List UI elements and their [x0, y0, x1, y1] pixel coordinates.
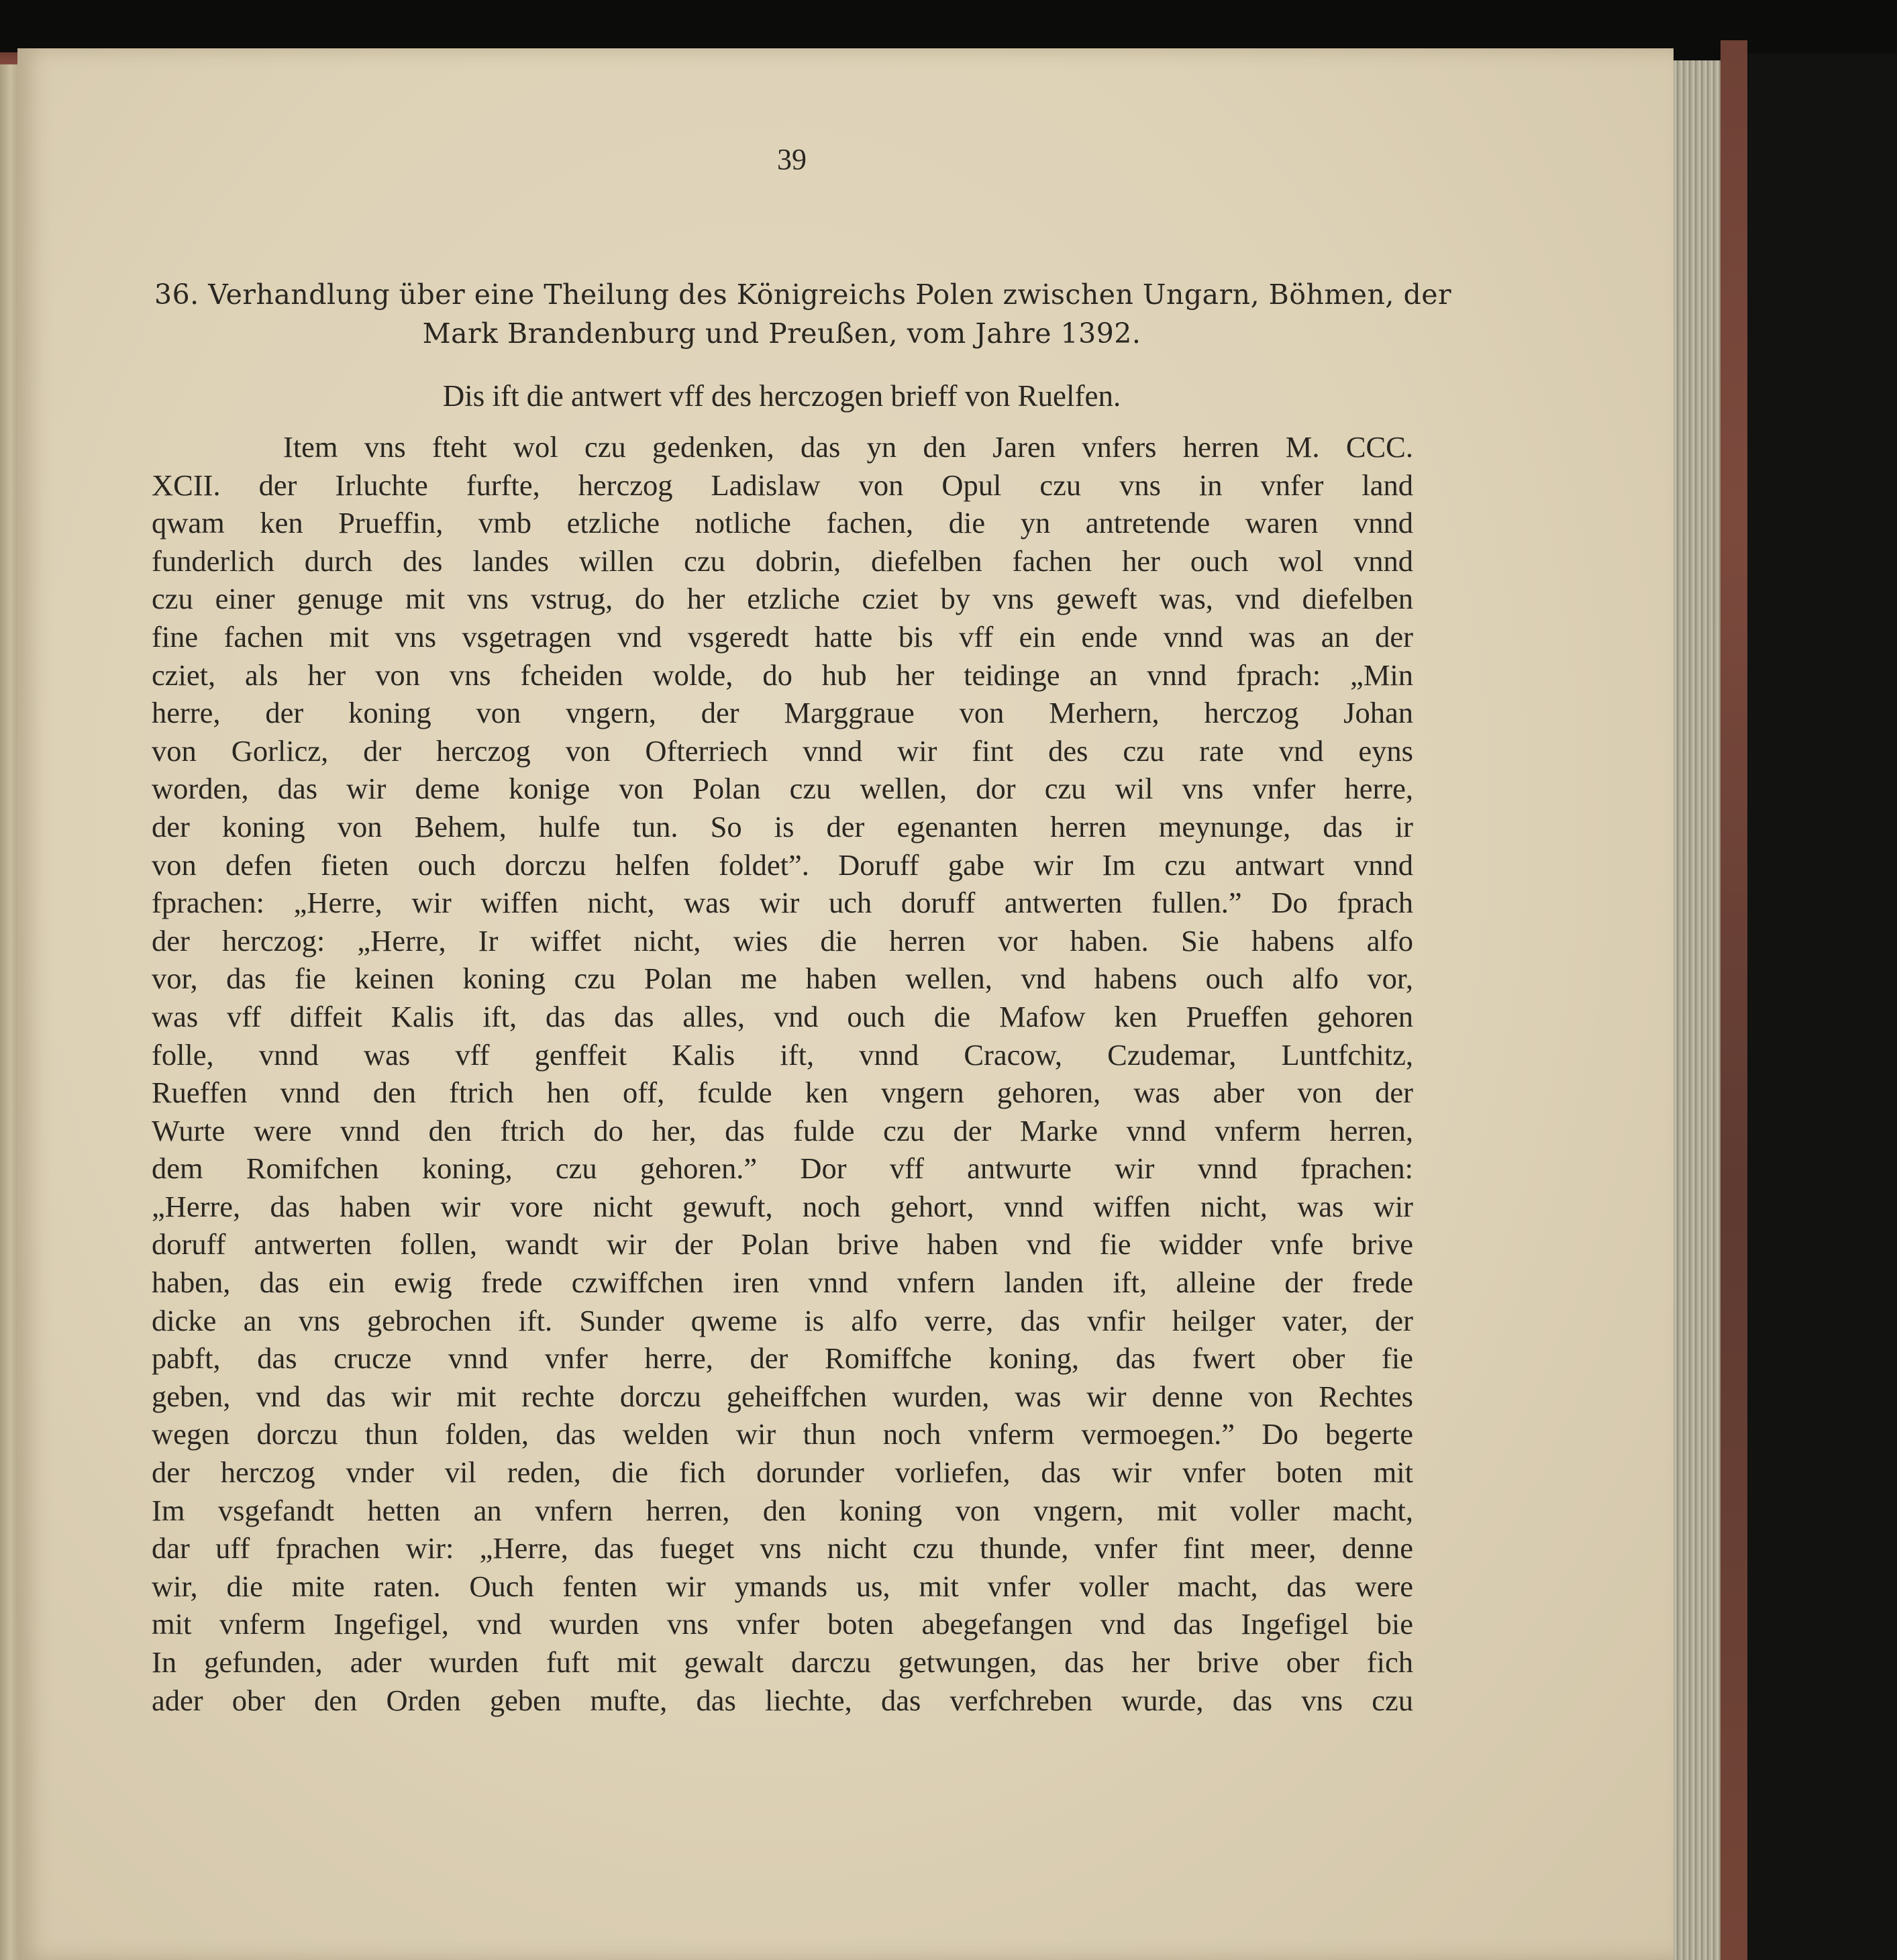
body-line: cziet, als her von vns fcheiden wolde, do hub her teidinge an vnnd fprach: „Min [152, 658, 1413, 692]
body-line: der herczog: „Herre, Ir wiffet nicht, wies die herren vor haben. Sie habens alfo [152, 923, 1413, 958]
body-line: fprachen: „Herre, wir wiffen nicht, was wir uch doruff antwerten fullen.” Do fprach [152, 886, 1413, 920]
body-line: In gefunden, ader wurden fuft mit gewalt darczu getwungen, das her brive ober fich [152, 1645, 1413, 1679]
body-line: Item vns fteht wol czu gedenken, das yn den Jaren vnfers herren M. CCC. [283, 430, 1413, 464]
page-number: 39 [777, 143, 807, 176]
body-line: der herczog vnder vil reden, die fich dorunder vorliefen, das wir vnfer boten mit [152, 1455, 1413, 1490]
body-line: dicke an vns gebrochen ift. Sunder qweme is alfo verre, das vnfir heilger vater, der [152, 1303, 1413, 1337]
body-line: doruff antwerten follen, wandt wir der Polan brive haben vnd fie widder vnfe brive [152, 1227, 1413, 1261]
book-binding [1721, 40, 1747, 1960]
intro-line: Dis ift die antwert vff des herczogen brieff von Ruelfen. [442, 379, 1121, 413]
body-line: mit vnferm Ingefigel, vnd wurden vns vnfer boten abegefangen vnd das Ingefigel bie [152, 1607, 1413, 1641]
body-line: wegen dorczu thun folden, das welden wir thun noch vnferm vermoegen.” Do begerte [152, 1417, 1413, 1451]
body-line: vor, das fie keinen koning czu Polan me haben wellen, vnd habens ouch alfo vor, [152, 962, 1413, 996]
body-line: pabft, das crucze vnnd vnfer herre, der Romiffche koning, das fwert ober fie [152, 1341, 1413, 1376]
body-line: „Herre, das haben wir vore nicht gewuft, noch gehort, vnnd wiffen nicht, was wir [152, 1189, 1413, 1223]
body-line: funderlich durch des landes willen czu dobrin, diefelben fachen her ouch wol vnnd [152, 544, 1413, 578]
body-line: von defen fieten ouch dorczu helfen foldet”. Doruff gabe wir Im czu antwart vnnd [152, 847, 1413, 882]
body-line: was vff diffeit Kalis ift, das das alles, vnd ouch die Mafow ken Prueffen gehoren [152, 999, 1413, 1033]
section-heading [154, 275, 1452, 353]
body-line: dar uff fprachen wir: „Herre, das fueget vns nicht czu thunde, vnfer fint meer, denne [152, 1531, 1413, 1565]
previous-page-edge [0, 64, 17, 1960]
body-line: der koning von Behem, hulfe tun. So is der egenanten herren meynunge, das ir [152, 809, 1413, 843]
background-dark [1747, 54, 1897, 1960]
body-line: dem Romifchen koning, czu gehoren.” Dor vff antwurte wir vnnd fprachen: [152, 1151, 1413, 1186]
body-line: Rueffen vnnd den ftrich hen off, fculde ken vngern gehoren, was aber von der [152, 1076, 1413, 1110]
body-line: XCII. der Irluchte furfte, herczog Ladislaw von Opul czu vns in vnfer land [152, 468, 1413, 502]
body-line: Im vsgefandt hetten an vnfern herren, den koning von vngern, mit voller macht, [152, 1493, 1413, 1527]
body-line: haben, das ein ewig frede czwiffchen iren vnnd vnfern landen ift, alleine der frede [152, 1266, 1413, 1300]
body-line: czu einer genuge mit vns vstrug, do her etzliche cziet by vns geweft was, vnd diefelben [152, 582, 1413, 616]
body-line: von Gorlicz, der herczog von Ofterriech vnnd wir fint des czu rate vnd eyns [152, 733, 1413, 768]
body-line: fine fachen mit vns vsgetragen vnd vsgeredt hatte bis vff ein ende vnnd was an der [152, 619, 1413, 654]
body-line: qwam ken Prueffin, vmb etzliche notliche fachen, die yn antretende waren vnnd [152, 506, 1413, 540]
body-line: worden, das wir deme konige von Polan czu wellen, dor czu wil vns vnfer herre, [152, 772, 1413, 806]
body-line: folle, vnnd was vff genffeit Kalis ift, vnnd Cracow, Czudemar, Luntfchitz, [152, 1037, 1413, 1072]
body-line: geben, vnd das wir mit rechte dorczu geheiffchen wurden, was wir denne von Rechtes [152, 1379, 1413, 1413]
body-line: wir, die mite raten. Ouch fenten wir ymands us, mit vnfer voller macht, das were [152, 1569, 1413, 1603]
body-line: ader ober den Orden geben mufte, das liechte, das verfchreben wurde, das vns czu [152, 1683, 1413, 1717]
body-text [152, 428, 1413, 1719]
body-line: herre, der koning von vngern, der Marggraue von Merhern, herczog Johan [152, 696, 1413, 730]
heading-line-2: Mark Brandenburg und Preußen, vom Jahre 1392. [422, 317, 1141, 350]
page-edges [1674, 60, 1721, 1960]
body-line: Wurte were vnnd den ftrich do her, das fulde czu der Marke vnnd vnferm herren, [152, 1113, 1413, 1147]
heading-line-1: 36. Verhandlung über eine Theilung des Königreichs Polen zwischen Ungarn, Böhmen, der [154, 278, 1452, 311]
